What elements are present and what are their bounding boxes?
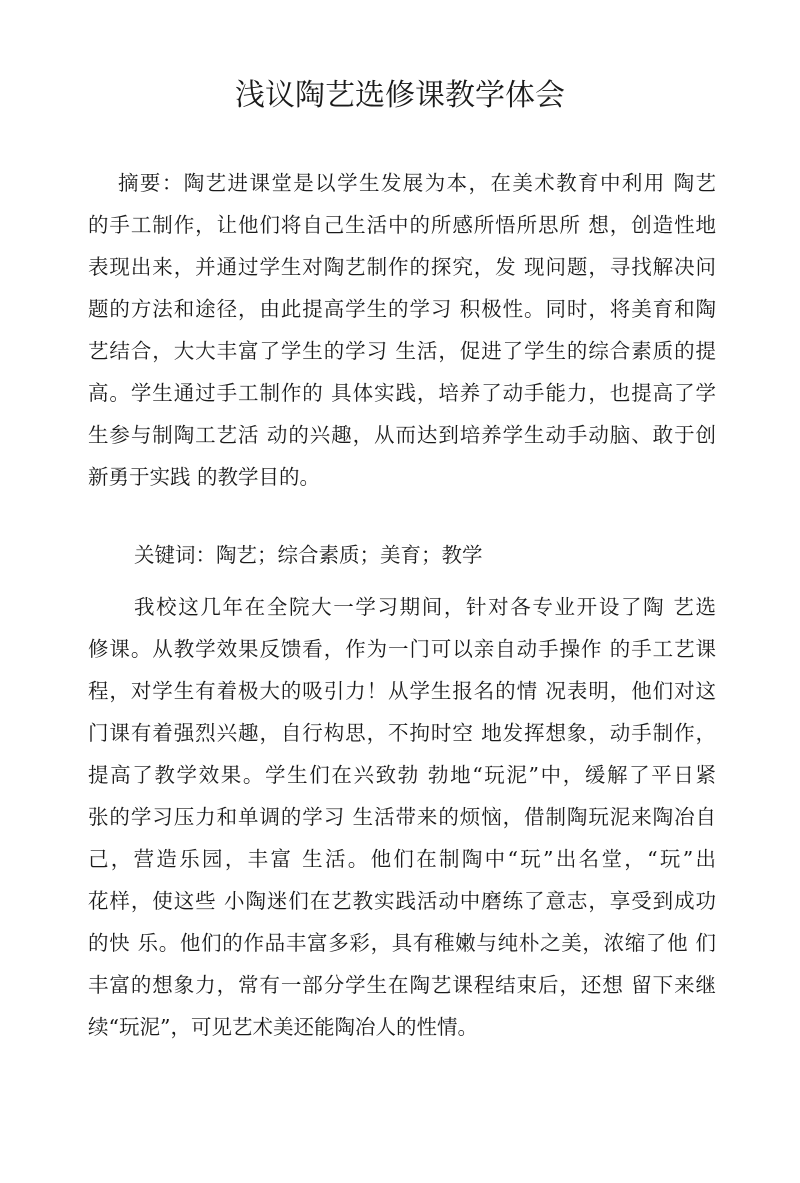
body-line: 张的学习压力和单调的学习 生活带来的烦恼，借制陶玩泥来陶冶自 [88, 805, 716, 829]
body-line: 丰富的想象力，常有一部分学生在陶艺课程结束后，还想 留下来继 [88, 973, 716, 997]
body-line: 的快 乐。他们的作品丰富多彩，具有稚嫩与纯朴之美，浓缩了他 们 [88, 931, 716, 955]
abstract-paragraph [88, 162, 716, 498]
body-line: 我校这几年在全院大一学习期间，针对各专业开设了陶 艺选 [134, 595, 716, 619]
document-title: 浅议陶艺选修课教学体会 [235, 78, 565, 113]
keywords-paragraph [88, 534, 716, 576]
body-line: 修课。从教学效果反馈看，作为一门可以亲自动手操作 的手工艺课 [88, 637, 716, 661]
abstract-line: 高。学生通过手工制作的 具体实践，培养了动手能力，也提高了学 [88, 381, 716, 405]
body-line: 提高了教学效果。学生们在兴致勃 勃地“玩泥”中，缓解了平日紧 [88, 763, 716, 787]
keywords-line: 关键词：陶艺；综合素质；美育；教学 [134, 543, 483, 567]
body-line: 续“玩泥”，可见艺术美还能陶冶人的性情。 [88, 1015, 478, 1039]
body-line: 己，营造乐园，丰富 生活。他们在制陶中“玩”出名堂，“玩”出 [88, 847, 716, 871]
abstract-line: 表现出来，并通过学生对陶艺制作的探究，发 现问题，寻找解决问 [88, 255, 716, 279]
abstract-line: 摘要：陶艺进课堂是以学生发展为本，在美术教育中利用 陶艺 [118, 171, 716, 195]
abstract-line: 题的方法和途径，由此提高学生的学习 积极性。同时，将美育和陶 [88, 297, 716, 321]
body-paragraph [88, 586, 716, 1048]
body-line: 花样，使这些 小陶迷们在艺教实践活动中磨练了意志，享受到成功 [88, 889, 716, 913]
abstract-line: 艺结合，大大丰富了学生的学习 生活，促进了学生的综合素质的提 [88, 339, 716, 363]
abstract-line: 生参与制陶工艺活 动的兴趣，从而达到培养学生动手动脑、敢于创 [88, 423, 716, 447]
body-line: 门课有着强烈兴趣，自行构思，不拘时空 地发挥想象，动手制作， [88, 721, 716, 745]
body-line: 程，对学生有着极大的吸引力！从学生报名的情 况表明，他们对这 [88, 679, 716, 703]
abstract-line: 的手工制作，让他们将自己生活中的所感所悟所思所 想，创造性地 [88, 213, 716, 237]
abstract-line: 新勇于实践 的教学目的。 [88, 465, 321, 489]
